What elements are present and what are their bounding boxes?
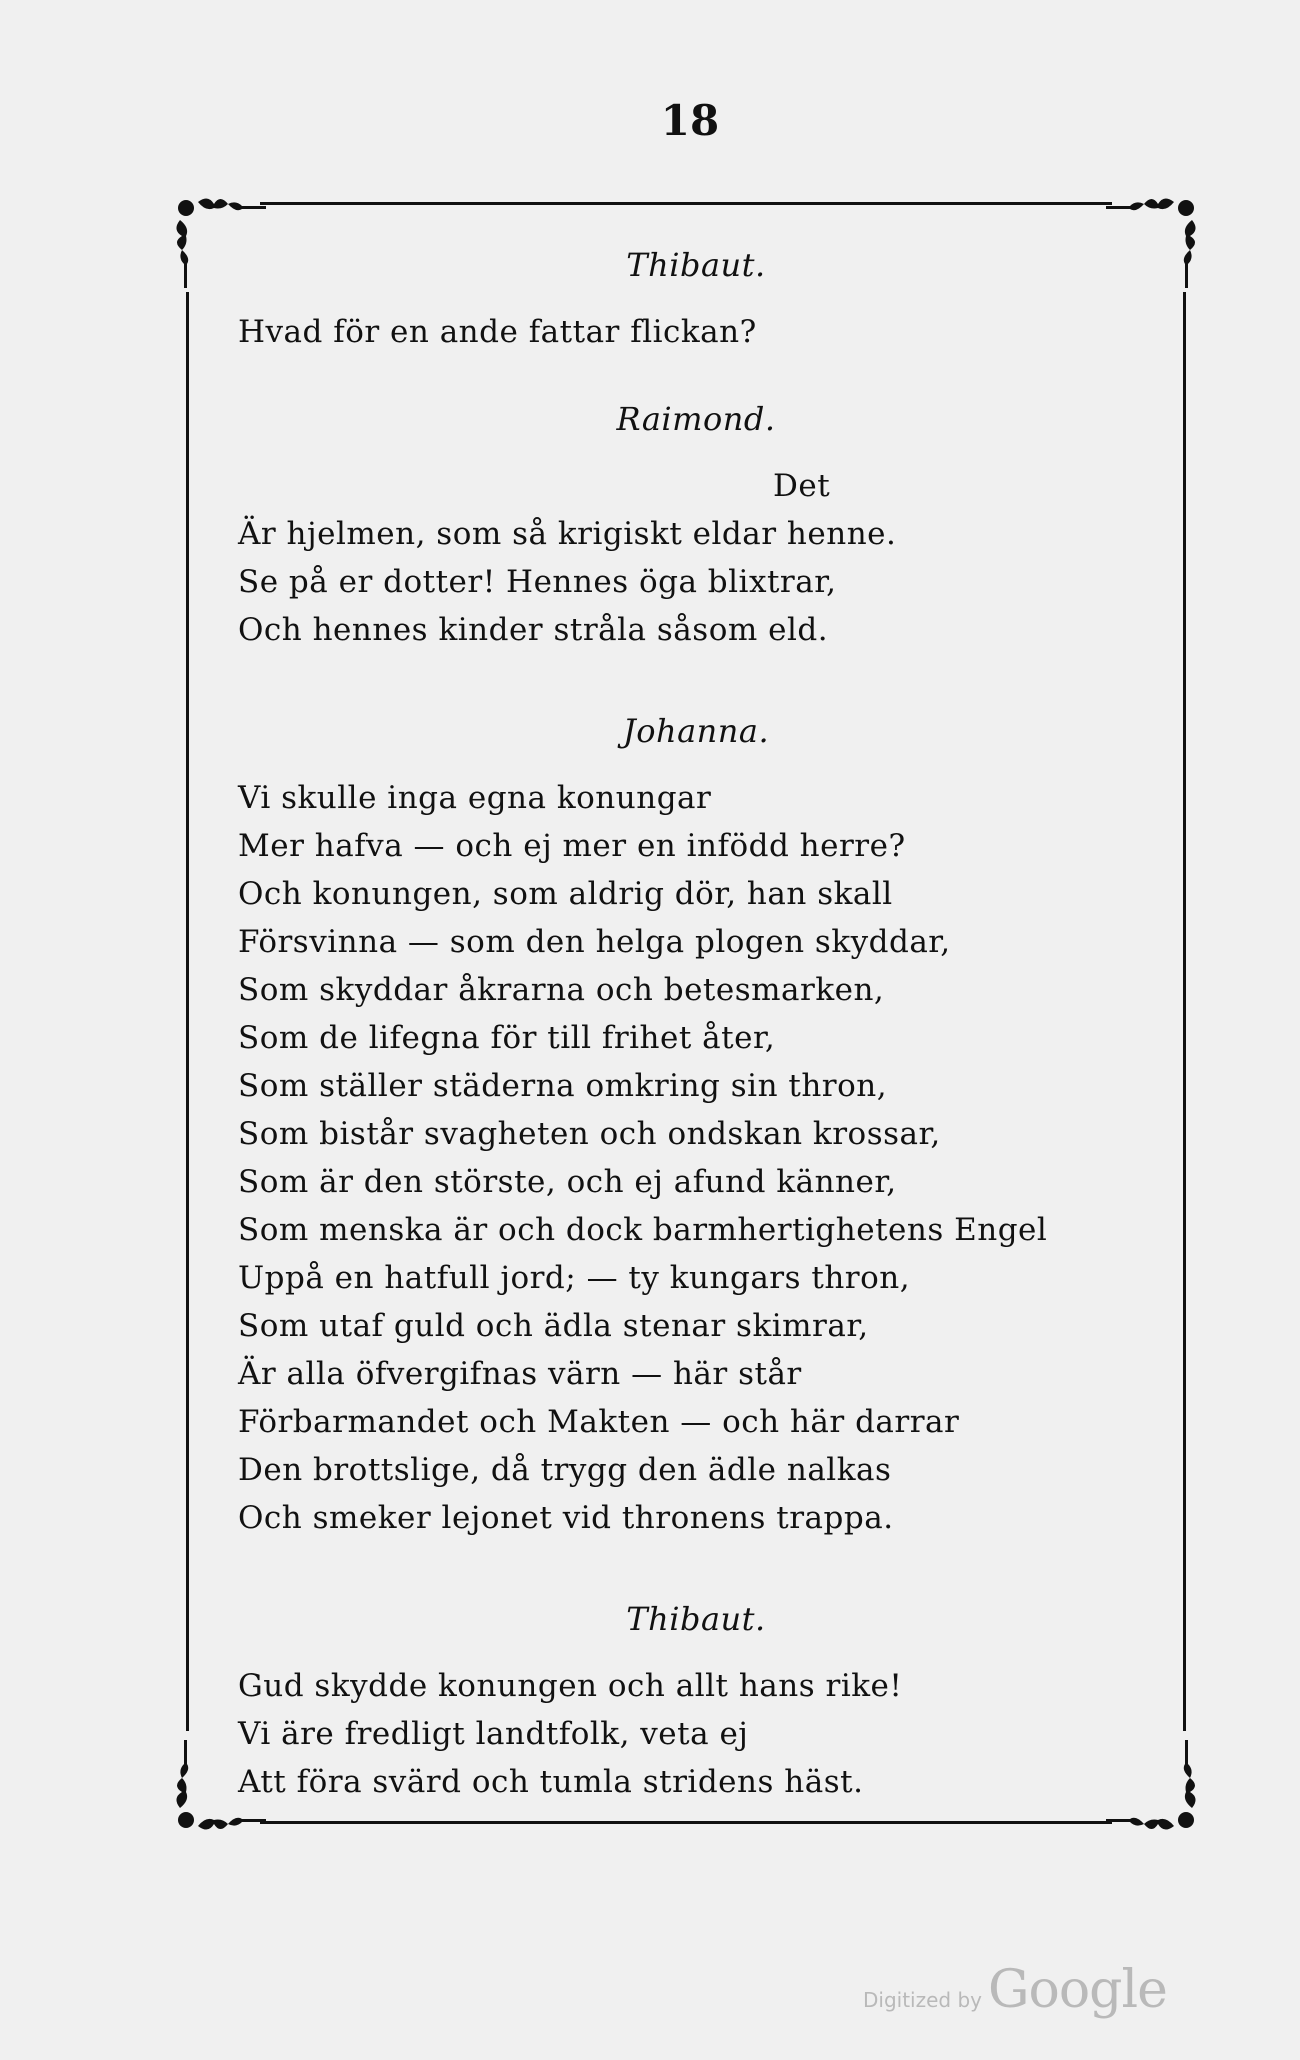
verse-line: Och konungen, som aldrig dör, han skall bbox=[238, 876, 893, 912]
verse-line: Som ställer städerna omkring sin thron, bbox=[238, 1068, 888, 1104]
verse-line: Som är den störste, och ej afund känner, bbox=[238, 1164, 897, 1200]
verse-line: Är hjelmen, som så krigiskt eldar henne. bbox=[238, 516, 897, 552]
play-text bbox=[238, 240, 1138, 1806]
verse-line: Gud skydde konungen och allt hans rike! bbox=[238, 1668, 903, 1704]
speaker-name: Thibaut. bbox=[626, 1600, 766, 1638]
verse-line: Vi äre fredligt landtfolk, veta ej bbox=[238, 1716, 749, 1752]
speaker-name: Johanna. bbox=[622, 712, 770, 750]
verse-line: Att föra svärd och tumla stridens häst. bbox=[238, 1764, 864, 1800]
verse-line: Vi skulle inga egna konungar bbox=[238, 780, 712, 816]
verse-line: Som menska är och dock barmhertighetens Engel bbox=[238, 1212, 1048, 1248]
frame-right-rule bbox=[1183, 292, 1186, 1731]
frame-bottom-rule bbox=[260, 1821, 1112, 1824]
verse-line: Försvinna — som den helga plogen skyddar, bbox=[238, 924, 951, 960]
verse-line: Det bbox=[773, 468, 831, 504]
frame-left-rule bbox=[186, 292, 189, 1731]
page-number: 18 bbox=[660, 96, 720, 145]
digitized-label: Digitized by bbox=[863, 1988, 982, 2012]
verse-line: Som utaf guld och ädla stenar skimrar, bbox=[238, 1308, 869, 1344]
verse-line: Den brottslige, då trygg den ädle nalkas bbox=[238, 1452, 892, 1488]
verse-line: Förbarmandet och Makten — och här darrar bbox=[238, 1404, 960, 1440]
verse-line: Som skyddar åkrarna och betesmarken, bbox=[238, 972, 885, 1008]
verse-line: Och smeker lejonet vid thronens trappa. bbox=[238, 1500, 894, 1536]
verse-line: Hvad för en ande fattar flickan? bbox=[238, 314, 757, 350]
verse-line: Mer hafva — och ej mer en infödd herre? bbox=[238, 828, 906, 864]
verse-line: Uppå en hatfull jord; — ty kungars thron, bbox=[238, 1260, 911, 1296]
speaker-name: Thibaut. bbox=[626, 246, 766, 284]
verse-line: Se på er dotter! Hennes öga blixtrar, bbox=[238, 564, 837, 600]
digitized-by-google-watermark bbox=[863, 1960, 1167, 2020]
verse-line: Och hennes kinder stråla såsom eld. bbox=[238, 612, 829, 648]
verse-line: Är alla öfvergifnas värn — här står bbox=[238, 1356, 802, 1392]
speaker-name: Raimond. bbox=[616, 400, 776, 438]
verse-line: Som de lifegna för till frihet åter, bbox=[238, 1020, 776, 1056]
google-logo: Google bbox=[988, 1960, 1167, 2020]
verse-line: Som bistår svagheten och ondskan krossar, bbox=[238, 1116, 941, 1152]
frame-top-rule bbox=[260, 202, 1112, 205]
